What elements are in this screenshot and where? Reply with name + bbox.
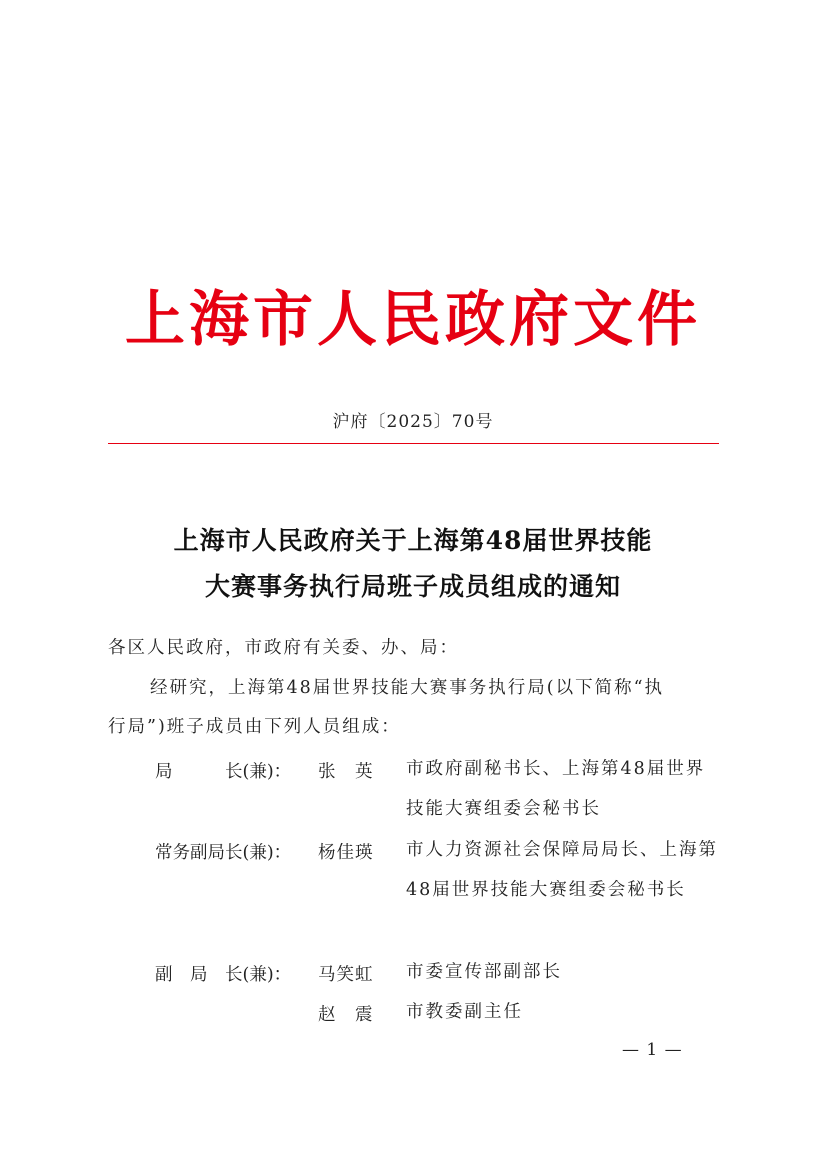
paragraph-1: 经研究，上海第48届世界技能大赛事务执行局(以下简称“执 xyxy=(150,678,665,698)
member-position: 市教委副主任 xyxy=(406,1002,523,1022)
page-number: — 1 — xyxy=(622,1040,683,1060)
member-name: 杨佳瑛 xyxy=(318,843,374,863)
member-name: 马笑虹 xyxy=(318,965,374,985)
member-role: 局 长(兼)： xyxy=(155,762,292,782)
document-title xyxy=(0,518,826,610)
salutation: 各区人民政府，市政府有关委、办、局： xyxy=(108,638,459,658)
member-role: 常务副局长(兼)： xyxy=(155,843,292,863)
red-divider xyxy=(108,443,719,444)
document-number: 沪府〔2025〕70号 xyxy=(332,412,494,432)
member-position: 市政府副秘书长、上海第48届世界技能大赛组委会秘书长 xyxy=(406,759,706,819)
member-name: 张 英 xyxy=(318,762,374,782)
title-line-2: 大赛事务执行局班子成员组成的通知 xyxy=(204,572,621,601)
member-name: 赵 震 xyxy=(318,1005,374,1025)
member-role: 副 局 长(兼)： xyxy=(155,965,292,985)
header-title: 上海市人民政府文件 xyxy=(125,285,701,355)
title-line-1: 上海市人民政府关于上海第48届世界技能 xyxy=(173,526,653,555)
member-position: 市委宣传部副部长 xyxy=(406,962,562,982)
member-position: 市人力资源社会保障局局长、上海第48届世界技能大赛组委会秘书长 xyxy=(406,840,718,900)
paragraph-2: 行局”)班子成员由下列人员组成： xyxy=(108,717,401,737)
